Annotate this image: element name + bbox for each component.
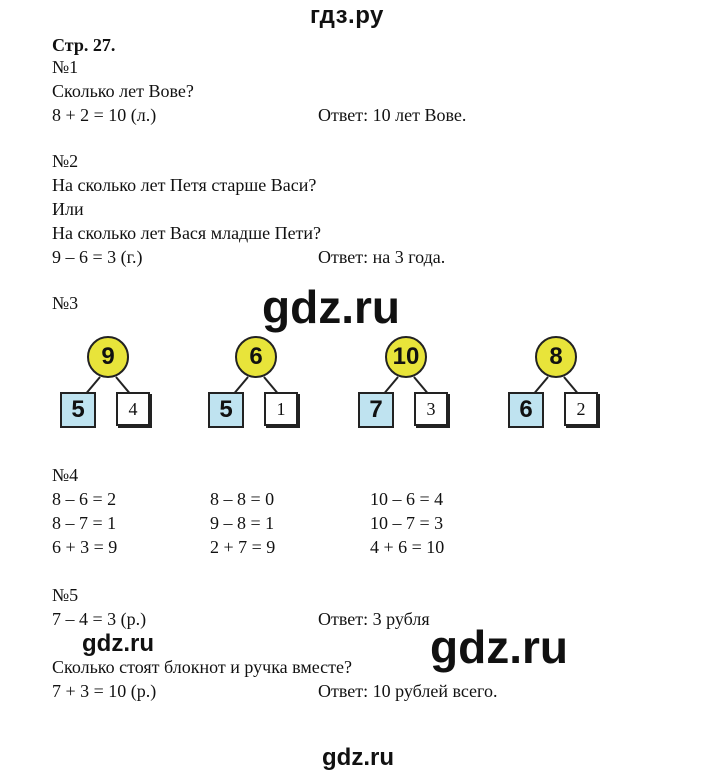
task2-question-alt: На сколько лет Вася младше Пети? (52, 223, 322, 243)
equation: 4 + 6 = 10 (370, 537, 445, 557)
equation: 10 – 7 = 3 (370, 513, 444, 533)
watermark-bottom: gdz.ru (322, 744, 394, 771)
task5-equation1: 7 – 4 = 3 (р.) (52, 609, 147, 629)
task2-number: №2 (52, 151, 79, 171)
equation: 8 – 6 = 2 (52, 489, 117, 509)
equation: 6 + 3 = 9 (52, 537, 118, 557)
task5-number: №5 (52, 585, 79, 605)
equation: 8 – 7 = 1 (52, 513, 117, 533)
page-label: Стр. 27. (52, 35, 116, 55)
tree-right-value: 2 (564, 392, 598, 426)
site-header: гдз.ру (310, 2, 384, 29)
task2-equation: 9 – 6 = 3 (г.) (52, 247, 143, 267)
task5-question: Сколько стоят блокнот и ручка вместе? (52, 657, 353, 677)
task5-answer1: Ответ: 3 рубля (318, 609, 430, 629)
equation: 2 + 7 = 9 (210, 537, 276, 557)
tree-top-value: 10 (385, 336, 427, 378)
watermark-mid: gdz.ru (262, 281, 400, 333)
task3-number: №3 (52, 293, 79, 313)
number-trees (52, 324, 622, 444)
tree-left-value: 7 (358, 392, 394, 428)
number-tree (208, 330, 348, 450)
watermark-left: gdz.ru (82, 630, 154, 657)
number-tree (60, 330, 200, 450)
equation: 10 – 6 = 4 (370, 489, 444, 509)
tree-top-value: 9 (87, 336, 129, 378)
task1-answer: Ответ: 10 лет Вове. (318, 105, 467, 125)
tree-right-value: 4 (116, 392, 150, 426)
equation: 8 – 8 = 0 (210, 489, 275, 509)
tree-left-value: 5 (60, 392, 96, 428)
task5-answer2: Ответ: 10 рублей всего. (318, 681, 498, 701)
number-tree (508, 330, 648, 450)
task2-or: Или (52, 199, 84, 219)
number-tree (358, 330, 498, 450)
task2-answer: Ответ: на 3 года. (318, 247, 446, 267)
task4-number: №4 (52, 465, 79, 485)
tree-left-value: 5 (208, 392, 244, 428)
watermark-right: gdz.ru (430, 621, 568, 673)
tree-right-value: 1 (264, 392, 298, 426)
tree-right-value: 3 (414, 392, 448, 426)
task1-question: Сколько лет Вове? (52, 81, 194, 101)
task2-question: На сколько лет Петя старше Васи? (52, 175, 317, 195)
tree-top-value: 8 (535, 336, 577, 378)
equation: 9 – 8 = 1 (210, 513, 275, 533)
task1-number: №1 (52, 57, 79, 77)
tree-top-value: 6 (235, 336, 277, 378)
tree-left-value: 6 (508, 392, 544, 428)
task5-equation2: 7 + 3 = 10 (р.) (52, 681, 157, 701)
task1-equation: 8 + 2 = 10 (л.) (52, 105, 157, 125)
